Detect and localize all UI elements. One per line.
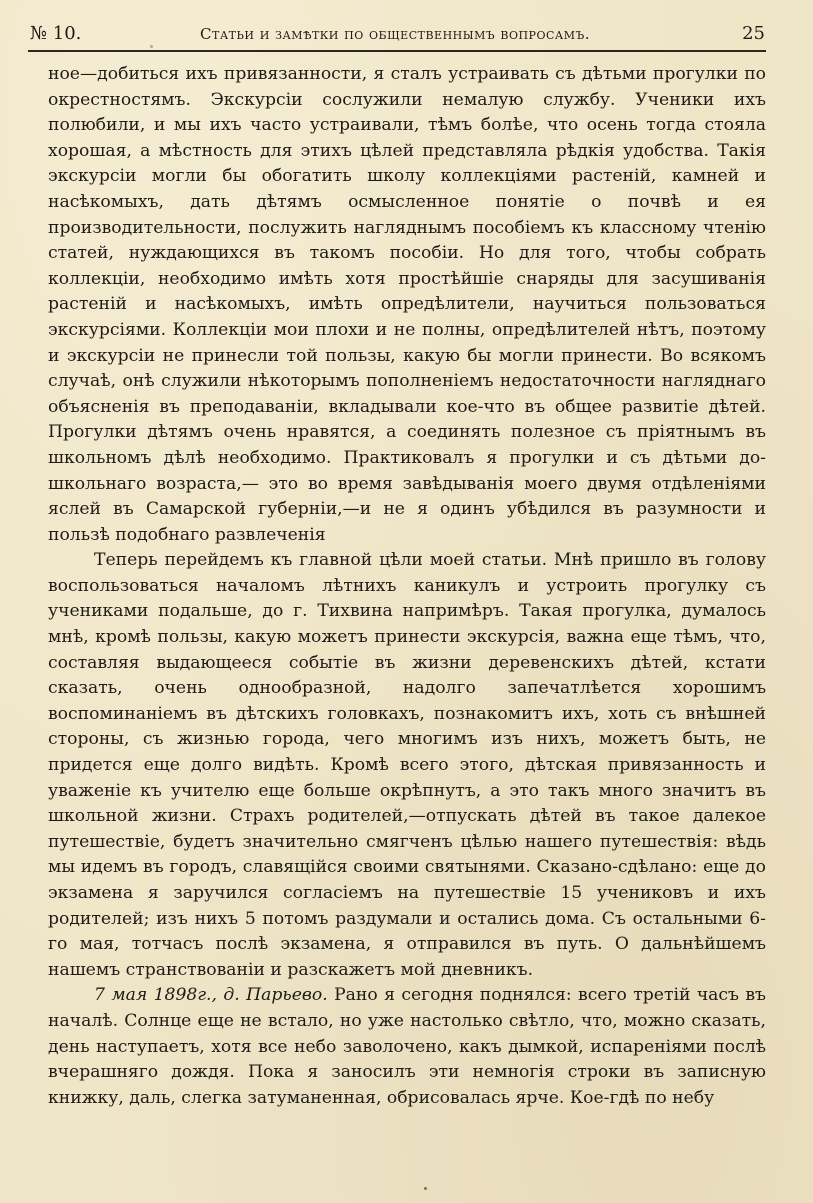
- paper-speck-bottom: [424, 1187, 427, 1190]
- header-rule: [28, 50, 766, 52]
- issue-number: № 10.: [30, 23, 82, 44]
- diary-date: 7 мая 1898г., д. Парьево.: [94, 985, 328, 1006]
- section-title: Статьи и замѣтки по общественнымъ вопросамъ.: [200, 25, 590, 43]
- paragraph-2: Теперь перейдемъ къ главной цѣли моей статьи. Мнѣ пришло въ голову воспользоваться началомъ лѣтнихъ каникулъ и устроить прогулку съ учениками подальше, до г. Тихвина напримѣръ. Такая прогулка, думалось мнѣ, кромѣ пользы, какую можетъ принести экскурсія, важна еще тѣмъ, что, составляя выдающееся событіе въ жизни деревенскихъ дѣтей, кстати сказать, очень однообразной, надолго запечатлѣется хорошимъ воспоминаніемъ въ дѣтскихъ головкахъ, познакомитъ ихъ, хоть съ внѣшней стороны, съ жизнью города, чего многимъ изъ нихъ, можетъ быть, не придется еще долго видѣть. Кромѣ всего этого, дѣтская привязанность и уваженіе къ учителю еще больше окрѣпнутъ, а это такъ много значитъ въ школьной жизни. Страхъ родителей,—отпускать дѣтей въ такое далекое путешествіе, будетъ значительно смягченъ цѣлью нашего путешествія: вѣдь мы идемъ въ городъ, славящійся своими святынями. Сказано-сдѣлано: еще до экзамена я заручился согласіемъ на путешествіе 15 учениковъ и ихъ родителей; изъ нихъ 5 потомъ раздумали и остались дома. Съ остальными 6-го мая, тотчасъ послѣ экзамена, я отправился въ путь. О дальнѣйшемъ нашемъ странствованіи и разскажетъ мой дневникъ.: [48, 550, 766, 980]
- page-number: 25: [742, 23, 765, 44]
- article-body: [48, 62, 766, 1111]
- paragraph-1: ное—добиться ихъ привязанности, я сталъ устраивать съ дѣтьми прогулки по окрестностямъ. Экскурсіи сослужили немалую службу. Ученики ихъ полюбили, и мы ихъ часто устраивали, тѣмъ болѣе, что осень тогда стояла хорошая, а мѣстность для этихъ цѣлей представляла рѣдкія удобства. Такія экскурсіи могли бы обогатить школу коллекціями растеній, камней и насѣкомыхъ, дать дѣтямъ осмысленное понятіе о почвѣ и ея производительности, послужить нагляднымъ пособіемъ къ классному чтенію статей, нуждающихся въ такомъ пособіи. Но для того, чтобы собрать коллекціи, необходимо имѣть хотя простѣйшіе снаряды для засушиванія растеній и насѣкомыхъ, имѣть опредѣлители, научиться пользоваться экскурсіями. Коллекціи мои плохи и не полны, опредѣлителей нѣтъ, поэтому и экскурсіи не принесли той пользы, какую бы могли принести. Во всякомъ случаѣ, онѣ служили нѣкоторымъ пополненіемъ недостаточности нагляднаго объясненія въ преподаваніи, вкладывали кое-что въ общее развитіе дѣтей. Прогулки дѣтямъ очень нравятся, а соединять полезное съ пріятнымъ въ школьномъ дѣлѣ необходимо. Практиковалъ я прогулки и съ дѣтьми до-школьнаго возраста,— это во время завѣдыванія моего двумя отдѣленіями яслей въ Самарской губерніи,—и не я одинъ убѣдился въ разумности и пользѣ подобнаго развлеченія: [48, 64, 766, 545]
- paragraph-3: [48, 983, 766, 1111]
- running-header: [30, 20, 765, 48]
- paper-speck: [150, 45, 153, 48]
- diary-text: Рано я сегодня поднялся: всего третій часъ въ началѣ. Солнце еще не встало, но уже настолько свѣтло, что, можно сказать, день наступаетъ, хотя все небо заволочено, какъ дымкой, испареніями послѣ вчерашняго дождя. Пока я заносилъ эти немногія строки въ записную книжку, даль, слегка затуманенная, обрисовалась ярче. Кое-гдѣ по небу: [48, 985, 766, 1108]
